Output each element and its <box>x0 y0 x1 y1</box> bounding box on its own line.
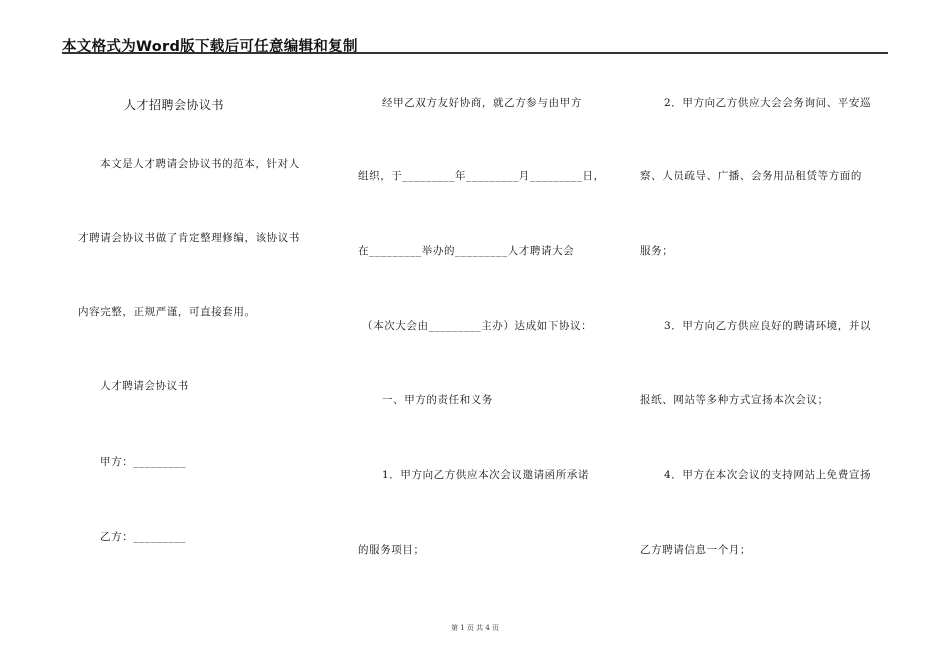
page-number: 第 1 页 共 4 页 <box>450 624 500 632</box>
col1-line-3: 内容完整，正规严谨，可直接套用。 <box>78 306 256 318</box>
col2-line-5: 一、甲方的责任和义务 <box>382 394 493 406</box>
party-b-line: 乙方：_________ <box>100 531 186 543</box>
col1-line-4: 人才聘请会协议书 <box>100 380 189 392</box>
col3-line-3: 服务； <box>640 245 674 257</box>
col2-line-4: （本次大会由_________主办）达成如下协议： <box>362 320 593 332</box>
col1-line-2: 才聘请会协议书做了肯定整理修编，该协议书 <box>78 232 300 244</box>
col2-line-3: 在_________举办的_________人才聘请大会 <box>358 245 575 257</box>
col1-line-1: 本文是人才聘请会协议书的范本，针对人 <box>100 158 300 170</box>
col3-line-1: 2．甲方向乙方供应大会会务询问、平安巡 <box>664 97 872 109</box>
party-a-line: 甲方：_________ <box>100 456 186 468</box>
header-divider <box>62 52 888 54</box>
document-title: 人才招聘会协议书 <box>124 98 225 112</box>
col2-line-7: 的服务项目； <box>358 544 425 556</box>
col3-line-4: 3．甲方向乙方供应良好的聘请环境，并以 <box>664 320 872 332</box>
col3-line-6: 4．甲方在本次会议的支持网站上免费宣扬 <box>664 469 872 481</box>
col2-line-2: 组织，于_________年_________月_________日， <box>358 170 605 182</box>
document-header-title: 本文格式为Word版下载后可任意编辑和复制 <box>62 39 358 55</box>
col2-line-1: 经甲乙双方友好协商，就乙方参与由甲方 <box>382 97 582 109</box>
col3-line-2: 察、人员疏导、广播、会务用品租赁等方面的 <box>640 170 862 182</box>
col3-line-5: 报纸、网站等多种方式宣扬本次会议； <box>640 394 829 406</box>
col2-line-6: 1．甲方向乙方供应本次会议邀请函所承诺 <box>382 469 590 481</box>
col3-line-7: 乙方聘请信息一个月； <box>640 544 751 556</box>
